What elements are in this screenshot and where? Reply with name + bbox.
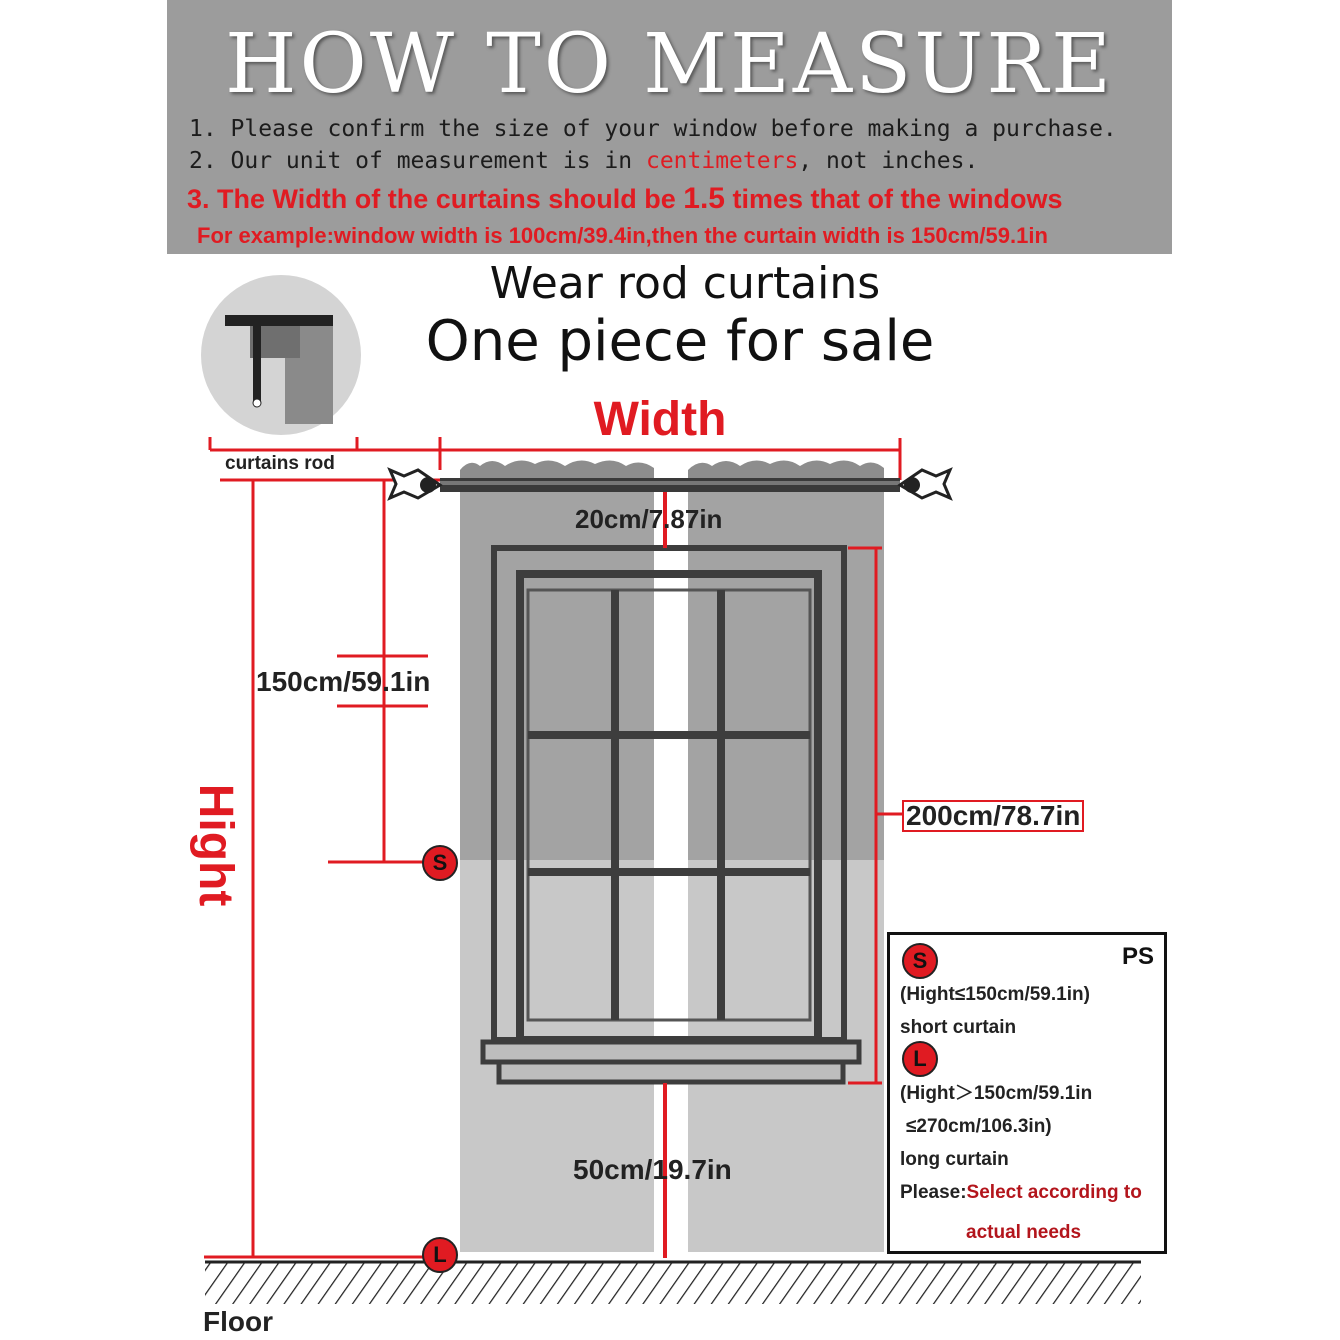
ps-please bbox=[900, 1183, 1142, 1202]
ps-long-marker: L bbox=[902, 1041, 938, 1077]
rod-label: curtains rod bbox=[225, 453, 335, 474]
short-length-label: 150cm/59.1in bbox=[256, 666, 431, 697]
floor-label: Floor bbox=[203, 1306, 273, 1337]
rule-2-unit: centimeters bbox=[645, 148, 799, 174]
hight-label: Hight bbox=[189, 783, 242, 907]
rule-2-prefix: 2. Our unit of measurement is in bbox=[189, 148, 646, 174]
bottom-gap-label: 50cm/19.7in bbox=[573, 1154, 732, 1185]
product-subtitle: Wear rod curtains bbox=[489, 258, 881, 309]
ps-box bbox=[887, 932, 1167, 1254]
ps-long-name: long curtain bbox=[900, 1149, 1009, 1170]
floor bbox=[205, 1262, 1141, 1304]
width-label: Width bbox=[593, 393, 727, 446]
rule-example: For example:window width is 100cm/39.4in,then the curtain width is 150cm/59.1in bbox=[197, 223, 1048, 248]
product-headline: One piece for sale bbox=[425, 309, 935, 374]
ps-title: PS bbox=[1121, 943, 1154, 970]
ps-long-range-2: ≤270cm/106.3in) bbox=[906, 1116, 1052, 1137]
rule-1: 1. Please confirm the size of your window before making a purchase. bbox=[189, 116, 1117, 142]
ps-please-label: Please: bbox=[900, 1182, 967, 1203]
ps-short-marker: S bbox=[902, 943, 938, 979]
ps-please-text-2: actual needs bbox=[966, 1222, 1082, 1243]
rule-2-suffix: , not inches. bbox=[798, 148, 979, 174]
rule-3-prefix: 3. The Width of the curtains should be bbox=[187, 184, 684, 214]
long-marker: L bbox=[422, 1237, 458, 1273]
rule-3-number: 1.5 bbox=[683, 182, 725, 215]
ps-short-name: short curtain bbox=[900, 1017, 1017, 1038]
header-title: HOW TO MEASURE bbox=[225, 17, 1114, 112]
ps-short-range: (Hight≤150cm/59.1in) bbox=[900, 984, 1090, 1005]
short-marker: S bbox=[422, 845, 458, 881]
window-height-label: 200cm/78.7in bbox=[902, 800, 1084, 832]
rod-photo bbox=[201, 275, 361, 435]
rule-3-suffix: times that of the windows bbox=[725, 184, 1063, 214]
top-gap-label: 20cm/7.87in bbox=[575, 504, 723, 534]
ps-please-text-1: Select according to bbox=[966, 1182, 1142, 1203]
ps-long-range-1: (Hight＞150cm/59.1in bbox=[900, 1083, 1093, 1104]
